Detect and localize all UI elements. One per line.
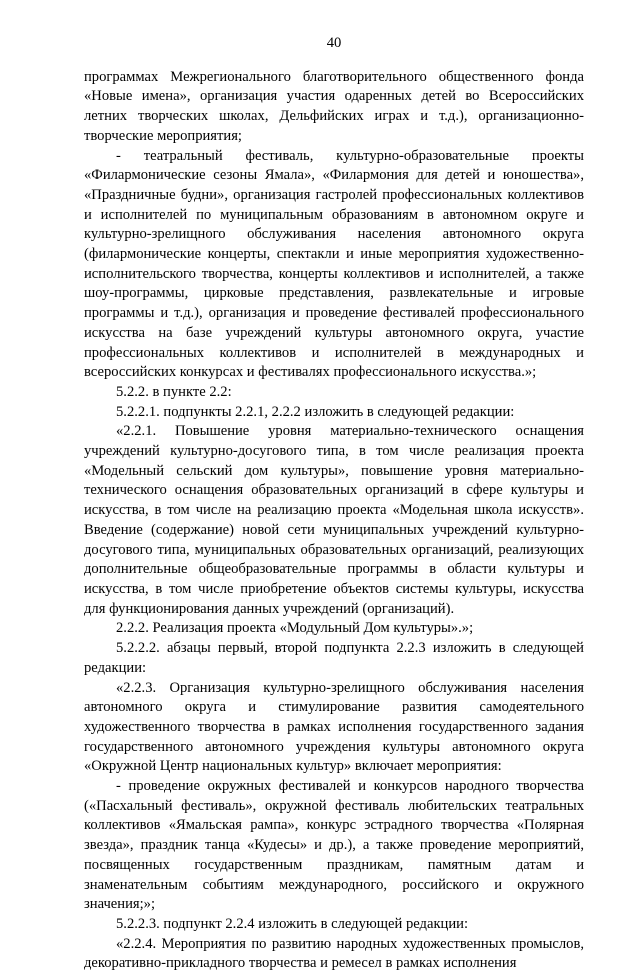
document-body — [84, 68, 584, 974]
paragraph: 5.2.2. в пункте 2.2: — [116, 383, 232, 400]
paragraph: программах Межрегионального благотворительного общественного фонда «Новые имена», организация участия одаренных детей во Всероссийских летних творческих школах, Дельфийских играх и т.д.), организационно-творческие мероприятия; — [84, 68, 584, 144]
paragraph: 2.2.2. Реализация проекта «Модульный Дом культуры».»; — [116, 620, 474, 637]
paragraph: - проведение окружных фестивалей и конкурсов народного творчества («Пасхальный фестиваль», окружной фестиваль любительских театральных коллективов «Ямальская рампа», конкурс эстрадного творчества «Полярная звезда», праздник танца «Кудесы» и др.), а также проведение мероприятий, посвященных государственным праздникам, памятным датам и знаменательным событиям международного, российского и окружного значения;»; — [84, 778, 584, 913]
page-number: 40 — [326, 35, 342, 51]
paragraph: 5.2.2.3. подпункт 2.2.4 изложить в следующей редакции: — [116, 915, 469, 932]
paragraph: «2.2.3. Организация культурно-зрелищного обслуживания населения автономного округа и стимулирование развития самодеятельного художественного творчества в рамках исполнения государственного задания государственного автономного учреждения культуры автономного округа «Окружной Центр национальных культур» включает мероприятия: — [84, 679, 584, 775]
paragraph: «2.2.1. Повышение уровня материально-технического оснащения учреждений культурно-досугового типа, в том числе реализация проекта «Модельный сельский дом культуры», повышение уровня материально-технического оснащения образовательных организаций в сфере культуры и искусства, в том числе на реализацию проекта «Модельная школа искусств». Введение (содержание) новой сети муниципальных учреждений культурно-досугового типа, муниципальных образовательных организаций, реализующих дополнительные общеобразовательные программы в области культуры и искусства, в том числе приобретение объектов системы культуры, искусства для функционирования данных учреждений (организаций). — [84, 423, 584, 617]
paragraph: - театральный фестиваль, культурно-образовательные проекты «Филармонические сезоны Ямала», «Филармония для детей и юношества», «Праздничные будни», организация гастролей профессиональных коллективов и исполнителей по муниципальным образованиям в автономном округе и культурно-зрелищного обслуживания населения автономного округа (филармонические концерты, спектакли и иные мероприятия художественно-исполнительского творчества, концерты коллективов и исполнителей, а также шоу-программы, цирковые представления, развлекательные и игровые программы и т.д.), организация и проведение фестивалей профессионального искусства на базе учреждений культуры автономного округа, участие профессиональных коллективов и исполнителей в международных и всероссийских конкурсах и фестивалях профессионального искусства.»; — [84, 147, 584, 381]
paragraph: 5.2.2.1. подпункты 2.2.1, 2.2.2 изложить в следующей редакции: — [116, 403, 515, 420]
paragraph: 5.2.2.2. абзацы первый, второй подпункта 2.2.3 изложить в следующей редакции: — [84, 640, 584, 676]
paragraph: «2.2.4. Мероприятия по развитию народных художественных промыслов, декоративно-прикладного творчества и ремесел в рамках исполнения — [84, 935, 584, 972]
